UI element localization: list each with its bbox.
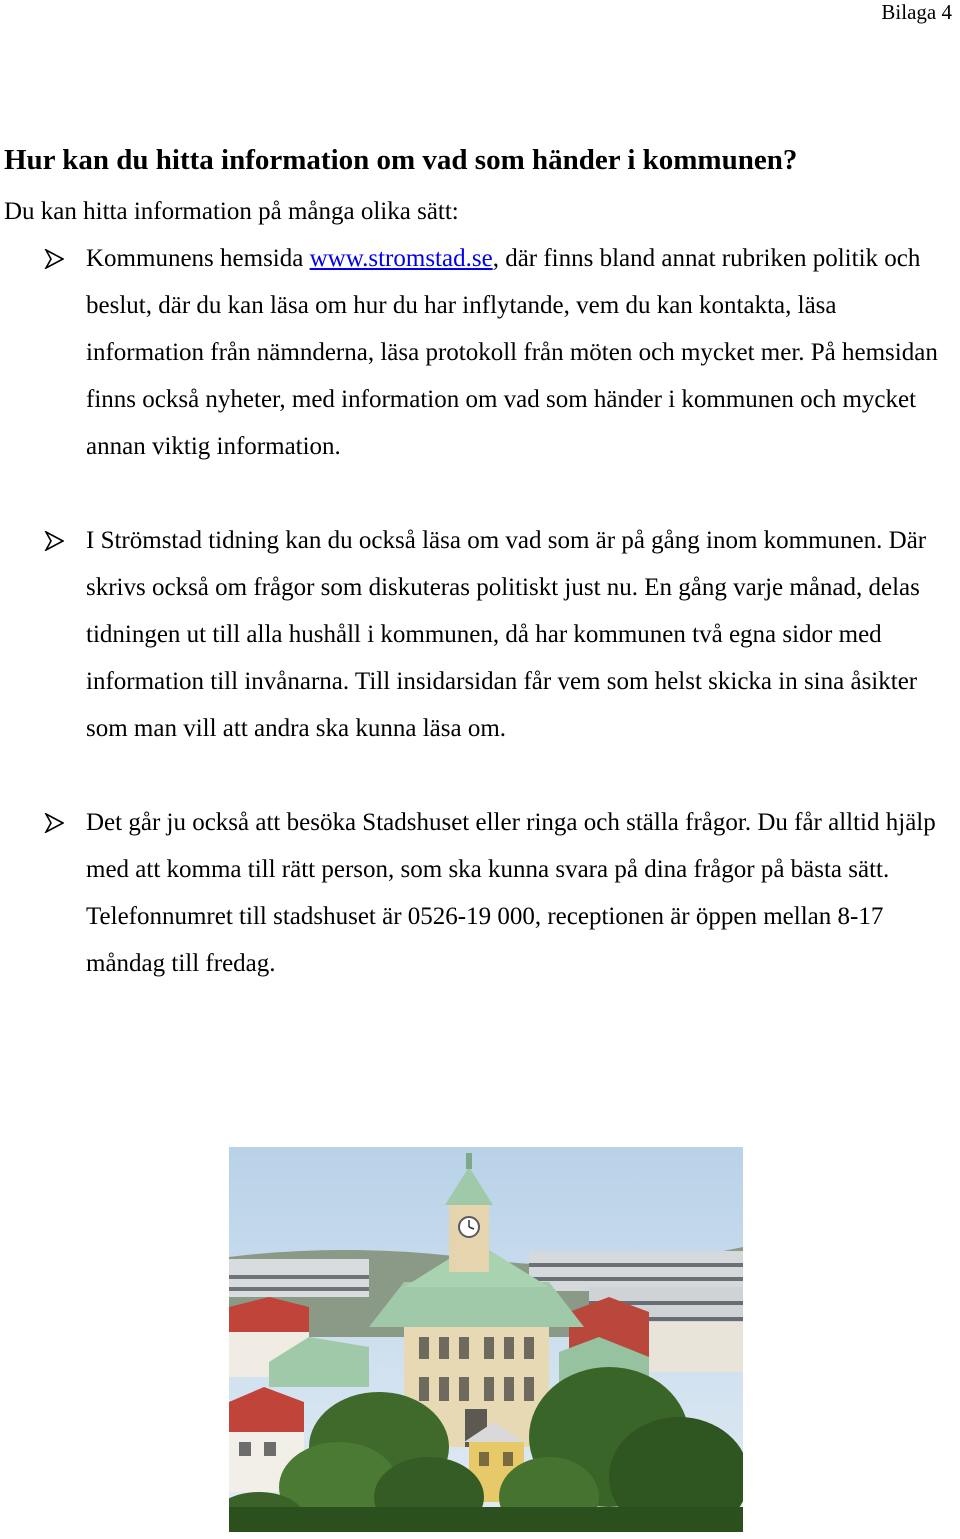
arrowhead-bullet-icon [44,531,64,551]
bullet-text: Det går ju också att besöka Stadshuset eller ringa och ställa frågor. Du får alltid hjälp med att komma till rätt person, som ska kunna svara på dina frågor på bästa sätt. Telefonnumret till stadshuset är 0526-19 000, receptionen är öppen mellan 8-17 måndag till fredag. [86,809,936,977]
website-link[interactable]: www.stromstad.se [309,245,493,272]
bullet-item-newspaper [0,517,960,752]
bullet-text: Kommunens hemsida [86,245,310,272]
page-label: Bilaga 4 [881,0,952,24]
bullet-list [0,235,960,987]
bullet-item-city-hall [0,799,960,987]
bullet-text: I Strömstad tidning kan du också läsa om vad som är på gång inom kommunen. Där skrivs också om frågor som diskuteras politiskt just nu. En gång varje månad, delas tidningen ut till alla hushåll i kommunen, då har kommunen två egna sidor med information till invånarna. Till insidarsidan får vem som helst skicka in sina åsikter som man vill att andra ska kunna läsa om. [86,527,927,742]
page-heading: Hur kan du hitta information om vad som händer i kommunen? [4,144,798,176]
bullet-item-website [0,235,960,470]
city-hall-photo [229,1147,743,1532]
arrowhead-bullet-icon [44,249,64,269]
arrowhead-bullet-icon [44,813,64,833]
intro-text: Du kan hitta information på många olika sätt: [4,198,459,225]
bullet-text: , där finns bland annat rubriken politik och beslut, där du kan läsa om hur du har inflytande, vem du kan kontakta, läsa information från nämnderna, läsa protokoll från möten och mycket mer. På hemsidan finns också nyheter, med information om vad som händer i kommunen och mycket annan viktig information. [86,245,938,460]
